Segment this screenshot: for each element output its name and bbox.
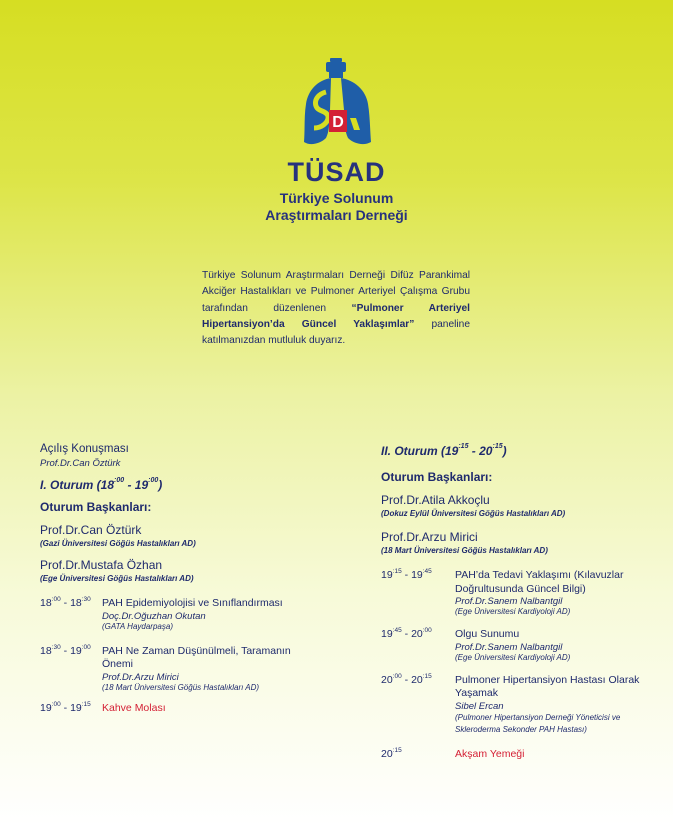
intro-text-2: paneline katılmanızdan mutluluk duyarız. xyxy=(202,318,470,347)
item-title: Pulmoner Hipertansiyon Hastası Olarak Yaşamak xyxy=(455,673,640,699)
lungs-bottle-icon xyxy=(296,58,378,158)
session2-chair1-name: Prof.Dr.Atila Akkoçlu xyxy=(381,493,490,507)
session1-title: I. Oturum $(18^{:00} - 19^{:00})$ xyxy=(40,477,163,492)
item-affiliation: (Pulmoner Hipertansiyon Derneği Yöneticisi ve Skleroderma Sekonder PAH Hastası) xyxy=(455,712,621,734)
item-speaker: Prof.Dr.Sanem Nalbantgil xyxy=(455,596,563,607)
right-program-column xyxy=(381,444,661,761)
session1-chairs-label: Oturum Başkanları: xyxy=(40,500,152,514)
session2-chair1-aff: (Dokuz Eylül Üniversitesi Göğüs Hastalıkları AD) xyxy=(381,509,566,518)
item-title: PAH Ne Zaman Düşünülmeli, Taramanın Önemi xyxy=(102,644,291,670)
item-title: PAH Epidemiyolojisi ve Sınıflandırması xyxy=(102,597,283,609)
program-item xyxy=(40,645,340,692)
intro-title: “Pulmoner Arteriyel Hipertansiyon’da Güncel Yaklaşımlar” xyxy=(202,302,470,330)
program-item xyxy=(40,597,340,631)
logo-letter: D xyxy=(332,114,344,131)
item-affiliation: (18 Mart Üniversitesi Göğüs Hastalıkları AD) xyxy=(102,682,260,692)
item-title: Kahve Molası xyxy=(102,701,166,714)
intro-text-1: Türkiye Solunum Araştırmaları Derneği Difüz Parankimal Akciğer Hastalıkları ve Pulmoner Arteriyel Çalışma Grubu tarafından düzenlenen xyxy=(202,270,470,314)
item-time: $20^{:00} - 20^{:15}$ xyxy=(381,672,432,686)
item-time: $19^{:00} - 19^{:15}$ xyxy=(40,700,91,714)
opening-title: Açılış Konuşması xyxy=(40,443,129,455)
session2-chair2-name: Prof.Dr.Arzu Mirici xyxy=(381,530,478,544)
item-title: Olgu Sunumu xyxy=(455,628,520,640)
item-title: PAH’da Tedavi Yaklaşımı (Kılavuzlar Doğrultusunda Güncel Bilgi) xyxy=(455,569,624,595)
program-item xyxy=(381,674,661,736)
item-affiliation: (GATA Haydarpaşa) xyxy=(102,621,173,631)
item-time: $18^{:30} - 19^{:00}$ xyxy=(40,643,91,657)
session1-chair2-aff: (Ege Üniversitesi Göğüs Hastalıkları AD) xyxy=(40,574,194,583)
item-time: $19^{:15} - 19^{:45}$ xyxy=(381,568,432,581)
tusad-logo xyxy=(296,58,378,158)
opening-speaker: Prof.Dr.Can Öztürk xyxy=(40,458,121,469)
item-affiliation: (Ege Üniversitesi Kardiyoloji AD) xyxy=(455,652,571,662)
session1-chair1-name: Prof.Dr.Can Öztürk xyxy=(40,523,142,537)
item-time: $20^{:15}$ xyxy=(381,746,402,760)
session2-title: II. Oturum $(19^{:15} - 20^{:15})$ xyxy=(381,443,507,458)
program-item-break xyxy=(40,702,340,716)
item-time: $18^{:00} - 18^{:30}$ xyxy=(40,596,91,609)
intro-paragraph xyxy=(202,268,470,349)
brand-name: TÜSAD xyxy=(287,157,386,187)
program-item xyxy=(381,628,661,662)
item-speaker: Doç.Dr.Oğuzhan Okutan xyxy=(102,610,206,622)
item-speaker: Sibel Ercan xyxy=(455,700,504,712)
session2-chair2-aff: (18 Mart Üniversitesi Göğüs Hastalıkları AD) xyxy=(381,546,548,555)
program-item-dinner xyxy=(381,748,661,762)
session2-chairs-label: Oturum Başkanları: xyxy=(381,470,493,484)
program-item xyxy=(381,569,661,616)
item-speaker: Prof.Dr.Arzu Mirici xyxy=(102,671,179,683)
session1-chair1-aff: (Gazi Üniversitesi Göğüs Hastalıkları AD) xyxy=(40,539,196,548)
item-speaker: Prof.Dr.Sanem Nalbantgil xyxy=(455,641,563,653)
item-title: Akşam Yemeği xyxy=(455,747,525,760)
brand-line1: Türkiye Solunum xyxy=(279,190,394,206)
item-time: $19^{:45} - 20^{:00}$ xyxy=(381,627,432,640)
left-program-column xyxy=(40,443,340,715)
session1-chair2-name: Prof.Dr.Mustafa Özhan xyxy=(40,558,163,572)
item-affiliation: (Ege Üniversitesi Kardiyoloji AD) xyxy=(455,607,571,616)
brand-line2: Araştırmaları Derneği xyxy=(265,207,408,223)
